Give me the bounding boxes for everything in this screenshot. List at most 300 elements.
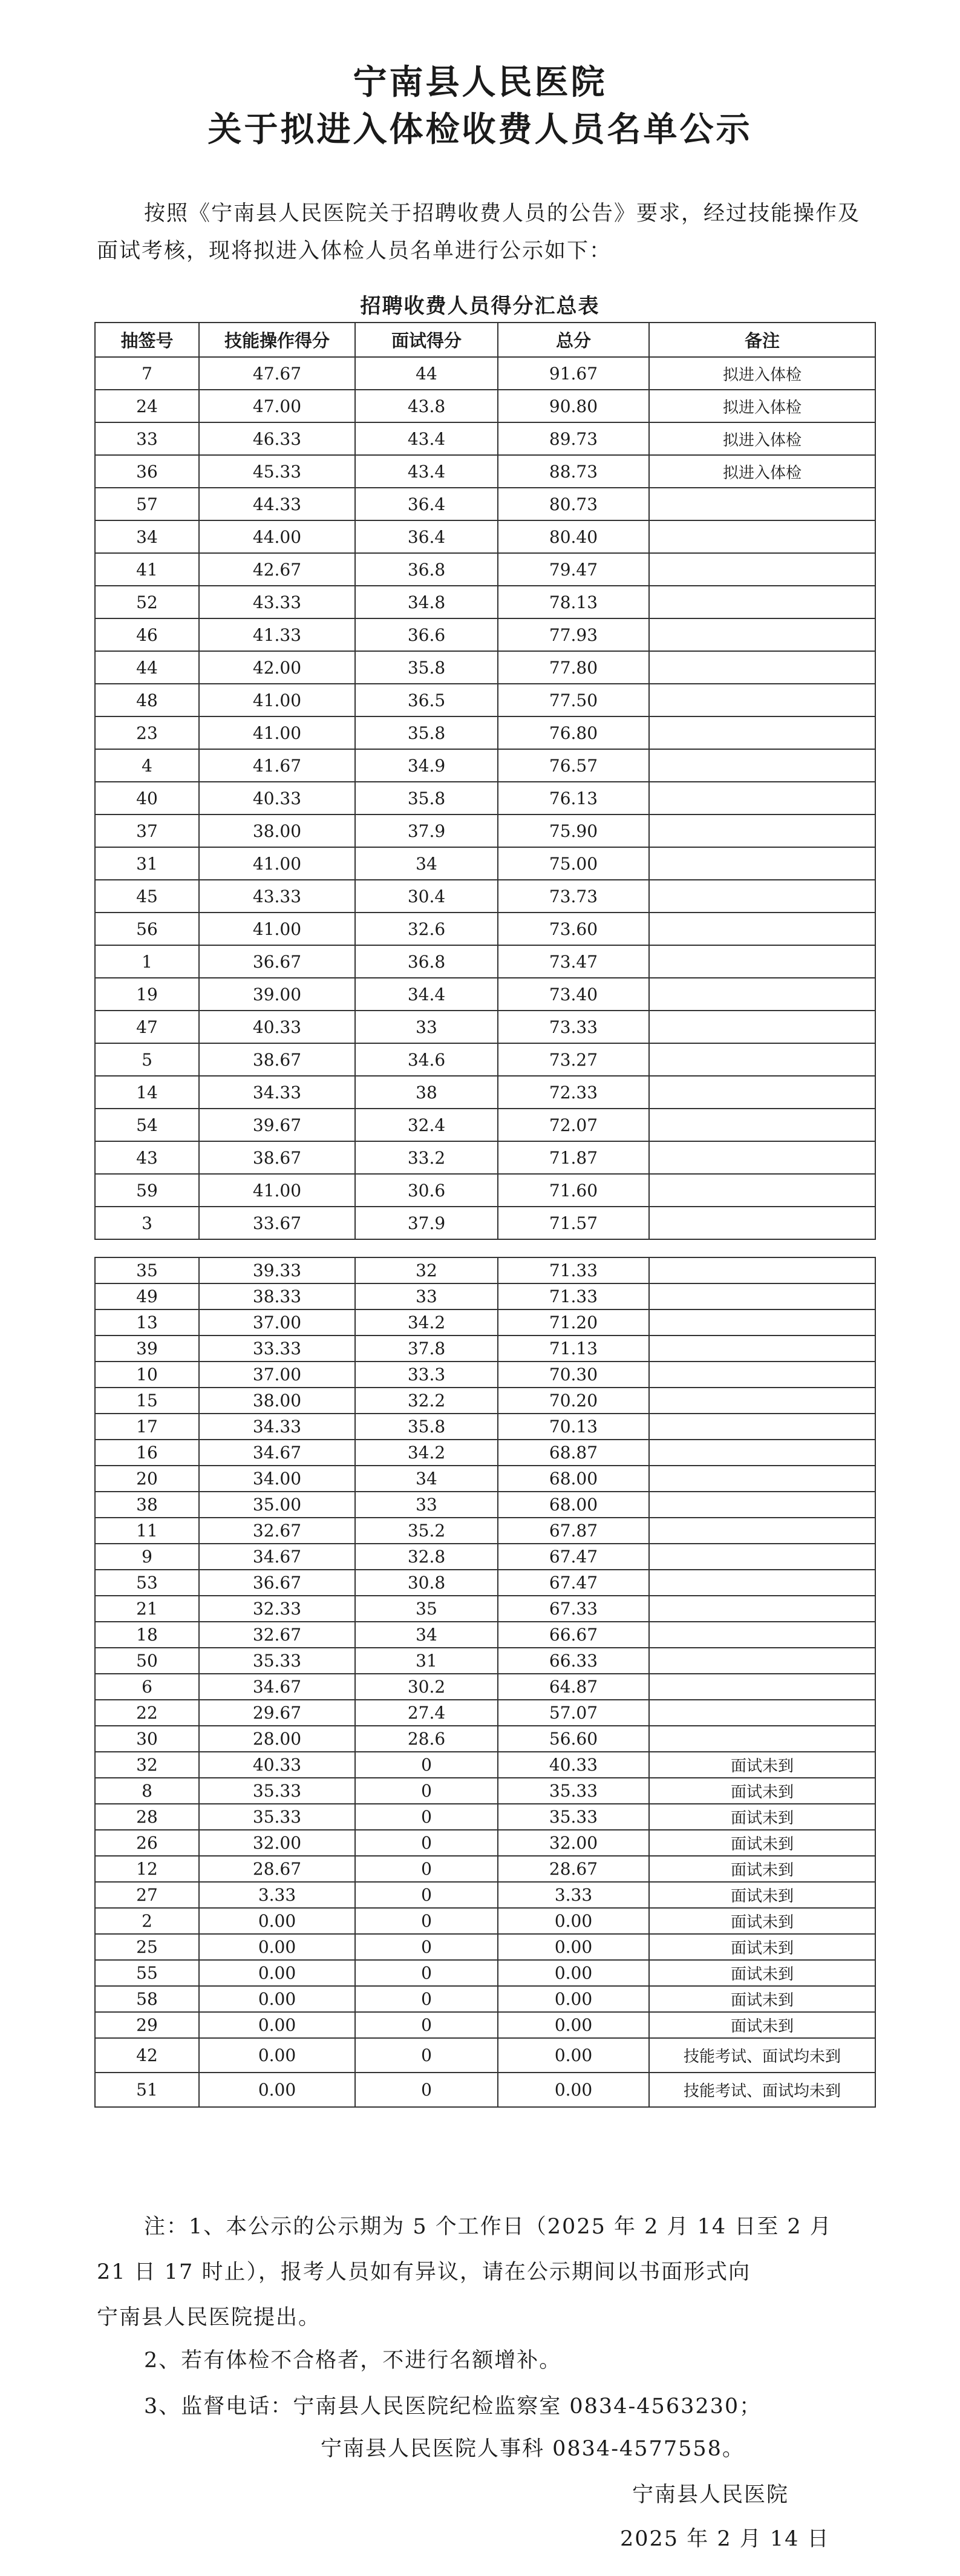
interview-score-cell: 32.4 [355, 1109, 498, 1141]
total-score-cell: 68.87 [498, 1440, 649, 1466]
skill-score-cell: 0.00 [199, 2012, 355, 2038]
interview-score-cell: 0 [355, 2038, 498, 2073]
interview-score-cell: 34.4 [355, 978, 498, 1011]
skill-score-cell: 38.33 [199, 1283, 355, 1309]
skill-score-cell: 41.00 [199, 1174, 355, 1207]
draw-number-cell: 9 [95, 1544, 199, 1570]
total-score-cell: 71.33 [498, 1283, 649, 1309]
table-row [95, 1174, 875, 1207]
draw-number-cell: 21 [95, 1596, 199, 1622]
interview-score-cell: 36.8 [355, 945, 498, 978]
skill-score-cell: 34.67 [199, 1544, 355, 1570]
skill-score-cell: 0.00 [199, 1908, 355, 1934]
draw-number-cell: 8 [95, 1778, 199, 1804]
remarks-cell [649, 1466, 875, 1492]
draw-number-cell: 43 [95, 1141, 199, 1174]
remarks-cell: 面试未到 [649, 1752, 875, 1778]
total-score-cell: 78.13 [498, 586, 649, 618]
remarks-cell [649, 1141, 875, 1174]
remarks-cell [649, 1207, 875, 1239]
remarks-cell: 面试未到 [649, 2012, 875, 2038]
total-score-cell: 72.07 [498, 1109, 649, 1141]
table-row [95, 814, 875, 847]
interview-score-cell: 30.4 [355, 880, 498, 913]
total-score-cell: 0.00 [498, 2073, 649, 2107]
interview-score-cell: 34.6 [355, 1043, 498, 1076]
table-row [95, 716, 875, 749]
draw-number-cell: 57 [95, 488, 199, 520]
remarks-cell [649, 488, 875, 520]
skill-score-cell: 40.33 [199, 1011, 355, 1043]
total-score-cell: 79.47 [498, 553, 649, 586]
interview-score-cell: 0 [355, 1882, 498, 1908]
remarks-cell [649, 553, 875, 586]
interview-score-cell: 34 [355, 847, 498, 880]
table-row [95, 1518, 875, 1544]
interview-score-cell: 0 [355, 1960, 498, 1986]
table-row [95, 1882, 875, 1908]
skill-score-cell: 33.67 [199, 1207, 355, 1239]
draw-number-cell: 28 [95, 1804, 199, 1830]
signature-org: 宁南县人民医院 [632, 2483, 789, 2507]
interview-score-cell: 32 [355, 1257, 498, 1283]
table-row [95, 1908, 875, 1934]
interview-score-cell: 0 [355, 1778, 498, 1804]
remarks-cell [649, 1011, 875, 1043]
skill-score-cell: 40.33 [199, 782, 355, 814]
interview-score-cell: 32.6 [355, 913, 498, 945]
total-score-cell: 32.00 [498, 1830, 649, 1856]
total-score-cell: 73.27 [498, 1043, 649, 1076]
table-row [95, 586, 875, 618]
remarks-cell [649, 1362, 875, 1388]
remarks-cell [649, 684, 875, 716]
skill-score-cell: 47.00 [199, 390, 355, 422]
draw-number-cell: 16 [95, 1440, 199, 1466]
interview-score-cell: 34 [355, 1622, 498, 1648]
skill-score-cell: 0.00 [199, 1960, 355, 1986]
table-row [95, 1596, 875, 1622]
draw-number-cell: 29 [95, 2012, 199, 2038]
table-row [95, 1622, 875, 1648]
draw-number-cell: 26 [95, 1830, 199, 1856]
interview-score-cell: 0 [355, 1986, 498, 2012]
table-row [95, 1570, 875, 1596]
interview-score-cell: 0 [355, 1752, 498, 1778]
skill-score-cell: 35.00 [199, 1492, 355, 1518]
table-row [95, 1043, 875, 1076]
remarks-cell: 面试未到 [649, 1856, 875, 1882]
skill-score-cell: 41.33 [199, 618, 355, 651]
total-score-cell: 77.80 [498, 651, 649, 684]
total-score-cell: 71.60 [498, 1174, 649, 1207]
table-row [95, 488, 875, 520]
total-score-cell: 70.30 [498, 1362, 649, 1388]
interview-score-cell: 43.4 [355, 422, 498, 455]
draw-number-cell: 47 [95, 1011, 199, 1043]
remarks-cell [649, 1596, 875, 1622]
skill-score-cell: 33.33 [199, 1336, 355, 1362]
remarks-cell: 面试未到 [649, 1934, 875, 1960]
skill-score-cell: 47.67 [199, 357, 355, 390]
total-score-cell: 75.90 [498, 814, 649, 847]
remarks-cell [649, 1336, 875, 1362]
interview-score-cell: 0 [355, 1804, 498, 1830]
total-score-cell: 80.73 [498, 488, 649, 520]
skill-score-cell: 41.00 [199, 716, 355, 749]
interview-score-cell: 30.6 [355, 1174, 498, 1207]
table-row [95, 1960, 875, 1986]
total-score-cell: 66.67 [498, 1622, 649, 1648]
header-total-score: 总分 [498, 323, 649, 357]
remarks-cell [649, 1726, 875, 1752]
draw-number-cell: 32 [95, 1752, 199, 1778]
remarks-cell [649, 945, 875, 978]
table-row [95, 2073, 875, 2107]
total-score-cell: 64.87 [498, 1674, 649, 1700]
remarks-cell [649, 880, 875, 913]
remarks-cell [649, 749, 875, 782]
draw-number-cell: 31 [95, 847, 199, 880]
remarks-cell [649, 1043, 875, 1076]
table-row [95, 553, 875, 586]
draw-number-cell: 54 [95, 1109, 199, 1141]
remarks-cell: 技能考试、面试均未到 [649, 2038, 875, 2073]
score-table-part2 [94, 1257, 876, 2108]
table-row [95, 651, 875, 684]
total-score-cell: 56.60 [498, 1726, 649, 1752]
interview-score-cell: 35.8 [355, 1414, 498, 1440]
interview-score-cell: 33 [355, 1492, 498, 1518]
remarks-cell [649, 814, 875, 847]
table-row [95, 1830, 875, 1856]
total-score-cell: 68.00 [498, 1466, 649, 1492]
interview-score-cell: 33.2 [355, 1141, 498, 1174]
table-row [95, 1700, 875, 1726]
draw-number-cell: 12 [95, 1856, 199, 1882]
interview-score-cell: 34 [355, 1466, 498, 1492]
total-score-cell: 71.13 [498, 1336, 649, 1362]
draw-number-cell: 44 [95, 651, 199, 684]
total-score-cell: 28.67 [498, 1856, 649, 1882]
table-row [95, 1934, 875, 1960]
draw-number-cell: 24 [95, 390, 199, 422]
table-row [95, 1257, 875, 1283]
header-draw-number: 抽签号 [95, 323, 199, 357]
table-row [95, 1141, 875, 1174]
table-row [95, 684, 875, 716]
total-score-cell: 0.00 [498, 2012, 649, 2038]
skill-score-cell: 46.33 [199, 422, 355, 455]
remarks-cell: 面试未到 [649, 1804, 875, 1830]
total-score-cell: 71.33 [498, 1257, 649, 1283]
table-row [95, 422, 875, 455]
table-title: 招聘收费人员得分汇总表 [360, 294, 600, 318]
interview-score-cell: 28.6 [355, 1726, 498, 1752]
remarks-cell [649, 1518, 875, 1544]
skill-score-cell: 36.67 [199, 945, 355, 978]
interview-score-cell: 27.4 [355, 1700, 498, 1726]
interview-score-cell: 0 [355, 2073, 498, 2107]
table-row [95, 618, 875, 651]
remarks-cell: 面试未到 [649, 1908, 875, 1934]
table-row [95, 1986, 875, 2012]
header-remarks: 备注 [649, 323, 875, 357]
draw-number-cell: 53 [95, 1570, 199, 1596]
skill-score-cell: 42.00 [199, 651, 355, 684]
interview-score-cell: 0 [355, 2012, 498, 2038]
table-row [95, 1856, 875, 1882]
remarks-cell [649, 1648, 875, 1674]
interview-score-cell: 0 [355, 1934, 498, 1960]
score-table-part1 [94, 322, 876, 1240]
note-3-line2: 宁南县人民医院人事科 0834-4577558。 [321, 2437, 745, 2461]
total-score-cell: 77.50 [498, 684, 649, 716]
remarks-cell [649, 1257, 875, 1283]
table-row [95, 1674, 875, 1700]
skill-score-cell: 37.00 [199, 1362, 355, 1388]
draw-number-cell: 59 [95, 1174, 199, 1207]
total-score-cell: 3.33 [498, 1882, 649, 1908]
skill-score-cell: 34.67 [199, 1674, 355, 1700]
draw-number-cell: 18 [95, 1622, 199, 1648]
draw-number-cell: 6 [95, 1674, 199, 1700]
total-score-cell: 70.13 [498, 1414, 649, 1440]
interview-score-cell: 33.3 [355, 1362, 498, 1388]
table-row [95, 1726, 875, 1752]
skill-score-cell: 36.67 [199, 1570, 355, 1596]
table-row [95, 1778, 875, 1804]
draw-number-cell: 7 [95, 357, 199, 390]
skill-score-cell: 38.00 [199, 1388, 355, 1414]
draw-number-cell: 20 [95, 1466, 199, 1492]
draw-number-cell: 13 [95, 1309, 199, 1336]
table-row [95, 390, 875, 422]
table-row [95, 1388, 875, 1414]
interview-score-cell: 34.2 [355, 1440, 498, 1466]
page-title-line2: 关于拟进入体检收费人员名单公示 [207, 110, 753, 149]
total-score-cell: 70.20 [498, 1388, 649, 1414]
total-score-cell: 73.33 [498, 1011, 649, 1043]
remarks-cell: 面试未到 [649, 1986, 875, 2012]
interview-score-cell: 36.5 [355, 684, 498, 716]
draw-number-cell: 35 [95, 1257, 199, 1283]
skill-score-cell: 0.00 [199, 2073, 355, 2107]
interview-score-cell: 34.8 [355, 586, 498, 618]
remarks-cell [649, 1283, 875, 1309]
draw-number-cell: 4 [95, 749, 199, 782]
remarks-cell [649, 716, 875, 749]
table-row [95, 1544, 875, 1570]
skill-score-cell: 37.00 [199, 1309, 355, 1336]
skill-score-cell: 34.00 [199, 1466, 355, 1492]
table-row [95, 978, 875, 1011]
total-score-cell: 73.47 [498, 945, 649, 978]
remarks-cell [649, 1544, 875, 1570]
interview-score-cell: 37.8 [355, 1336, 498, 1362]
remarks-cell [649, 651, 875, 684]
interview-score-cell: 43.4 [355, 455, 498, 488]
interview-score-cell: 32.2 [355, 1388, 498, 1414]
table-row [95, 520, 875, 553]
skill-score-cell: 3.33 [199, 1882, 355, 1908]
interview-score-cell: 43.8 [355, 390, 498, 422]
skill-score-cell: 38.67 [199, 1141, 355, 1174]
draw-number-cell: 2 [95, 1908, 199, 1934]
interview-score-cell: 0 [355, 1908, 498, 1934]
total-score-cell: 66.33 [498, 1648, 649, 1674]
skill-score-cell: 43.33 [199, 880, 355, 913]
draw-number-cell: 22 [95, 1700, 199, 1726]
skill-score-cell: 32.00 [199, 1830, 355, 1856]
table-row [95, 880, 875, 913]
draw-number-cell: 33 [95, 422, 199, 455]
note-1-line1: 注：1、本公示的公示期为 5 个工作日（2025 年 2 月 14 日至 2 月 [144, 2215, 832, 2239]
table-row [95, 1414, 875, 1440]
table-row [95, 913, 875, 945]
interview-score-cell: 33 [355, 1011, 498, 1043]
interview-score-cell: 33 [355, 1283, 498, 1309]
draw-number-cell: 39 [95, 1336, 199, 1362]
draw-number-cell: 14 [95, 1076, 199, 1109]
remarks-cell: 面试未到 [649, 1882, 875, 1908]
total-score-cell: 0.00 [498, 1960, 649, 1986]
interview-score-cell: 35.2 [355, 1518, 498, 1544]
table-row [95, 1466, 875, 1492]
total-score-cell: 0.00 [498, 1986, 649, 2012]
table-row [95, 2012, 875, 2038]
header-interview-score: 面试得分 [355, 323, 498, 357]
draw-number-cell: 10 [95, 1362, 199, 1388]
draw-number-cell: 46 [95, 618, 199, 651]
total-score-cell: 67.87 [498, 1518, 649, 1544]
interview-score-cell: 35.8 [355, 716, 498, 749]
table-row [95, 2038, 875, 2073]
skill-score-cell: 34.67 [199, 1440, 355, 1466]
total-score-cell: 67.33 [498, 1596, 649, 1622]
remarks-cell [649, 782, 875, 814]
total-score-cell: 88.73 [498, 455, 649, 488]
skill-score-cell: 28.67 [199, 1856, 355, 1882]
remarks-cell [649, 1674, 875, 1700]
total-score-cell: 0.00 [498, 2038, 649, 2073]
draw-number-cell: 48 [95, 684, 199, 716]
draw-number-cell: 38 [95, 1492, 199, 1518]
total-score-cell: 68.00 [498, 1492, 649, 1518]
total-score-cell: 40.33 [498, 1752, 649, 1778]
header-skill-score: 技能操作得分 [199, 323, 355, 357]
total-score-cell: 90.80 [498, 390, 649, 422]
draw-number-cell: 34 [95, 520, 199, 553]
table-row [95, 1011, 875, 1043]
table-row [95, 1309, 875, 1336]
table-row [95, 455, 875, 488]
draw-number-cell: 30 [95, 1726, 199, 1752]
note-1-line2: 21 日 17 时止），报考人员如有异议，请在公示期间以书面形式向 [97, 2260, 751, 2284]
intro-paragraph: 按照《宁南县人民医院关于招聘收费人员的公告》要求，经过技能操作及面试考核，现将拟进入体检人员名单进行公示如下： [97, 202, 861, 263]
draw-number-cell: 37 [95, 814, 199, 847]
total-score-cell: 89.73 [498, 422, 649, 455]
total-score-cell: 76.80 [498, 716, 649, 749]
total-score-cell: 77.93 [498, 618, 649, 651]
remarks-cell [649, 1700, 875, 1726]
total-score-cell: 71.20 [498, 1309, 649, 1336]
total-score-cell: 57.07 [498, 1700, 649, 1726]
remarks-cell [649, 586, 875, 618]
total-score-cell: 75.00 [498, 847, 649, 880]
skill-score-cell: 40.33 [199, 1752, 355, 1778]
skill-score-cell: 38.67 [199, 1043, 355, 1076]
draw-number-cell: 42 [95, 2038, 199, 2073]
skill-score-cell: 28.00 [199, 1726, 355, 1752]
table-row [95, 1336, 875, 1362]
draw-number-cell: 40 [95, 782, 199, 814]
remarks-cell [649, 618, 875, 651]
remarks-cell: 拟进入体检 [649, 422, 875, 455]
skill-score-cell: 35.33 [199, 1648, 355, 1674]
remarks-cell [649, 1388, 875, 1414]
table-row [95, 1648, 875, 1674]
remarks-cell [649, 1492, 875, 1518]
interview-score-cell: 35 [355, 1596, 498, 1622]
table-row [95, 1804, 875, 1830]
remarks-cell [649, 1440, 875, 1466]
draw-number-cell: 25 [95, 1934, 199, 1960]
remarks-cell [649, 1076, 875, 1109]
remarks-cell [649, 913, 875, 945]
skill-score-cell: 39.00 [199, 978, 355, 1011]
total-score-cell: 35.33 [498, 1778, 649, 1804]
skill-score-cell: 0.00 [199, 1934, 355, 1960]
draw-number-cell: 45 [95, 880, 199, 913]
table-row [95, 847, 875, 880]
total-score-cell: 35.33 [498, 1804, 649, 1830]
table-header-row [95, 323, 875, 357]
interview-score-cell: 34.2 [355, 1309, 498, 1336]
remarks-cell [649, 1414, 875, 1440]
skill-score-cell: 35.33 [199, 1778, 355, 1804]
interview-score-cell: 35.8 [355, 782, 498, 814]
total-score-cell: 0.00 [498, 1934, 649, 1960]
interview-score-cell: 36.4 [355, 520, 498, 553]
skill-score-cell: 41.00 [199, 913, 355, 945]
draw-number-cell: 11 [95, 1518, 199, 1544]
draw-number-cell: 17 [95, 1414, 199, 1440]
note-3-line1: 3、监督电话：宁南县人民医院纪检监察室 0834-4563230； [144, 2394, 762, 2419]
total-score-cell: 91.67 [498, 357, 649, 390]
interview-score-cell: 30.8 [355, 1570, 498, 1596]
table-row [95, 1109, 875, 1141]
draw-number-cell: 3 [95, 1207, 199, 1239]
interview-score-cell: 36.6 [355, 618, 498, 651]
total-score-cell: 73.73 [498, 880, 649, 913]
total-score-cell: 71.57 [498, 1207, 649, 1239]
note-2: 2、若有体检不合格者，不进行名额增补。 [144, 2348, 562, 2373]
remarks-cell: 面试未到 [649, 1778, 875, 1804]
skill-score-cell: 39.67 [199, 1109, 355, 1141]
remarks-cell [649, 1174, 875, 1207]
total-score-cell: 76.13 [498, 782, 649, 814]
remarks-cell: 拟进入体检 [649, 357, 875, 390]
skill-score-cell: 32.67 [199, 1518, 355, 1544]
remarks-cell [649, 520, 875, 553]
remarks-cell [649, 1622, 875, 1648]
skill-score-cell: 34.33 [199, 1414, 355, 1440]
draw-number-cell: 51 [95, 2073, 199, 2107]
table-row [95, 1076, 875, 1109]
skill-score-cell: 42.67 [199, 553, 355, 586]
skill-score-cell: 43.33 [199, 586, 355, 618]
